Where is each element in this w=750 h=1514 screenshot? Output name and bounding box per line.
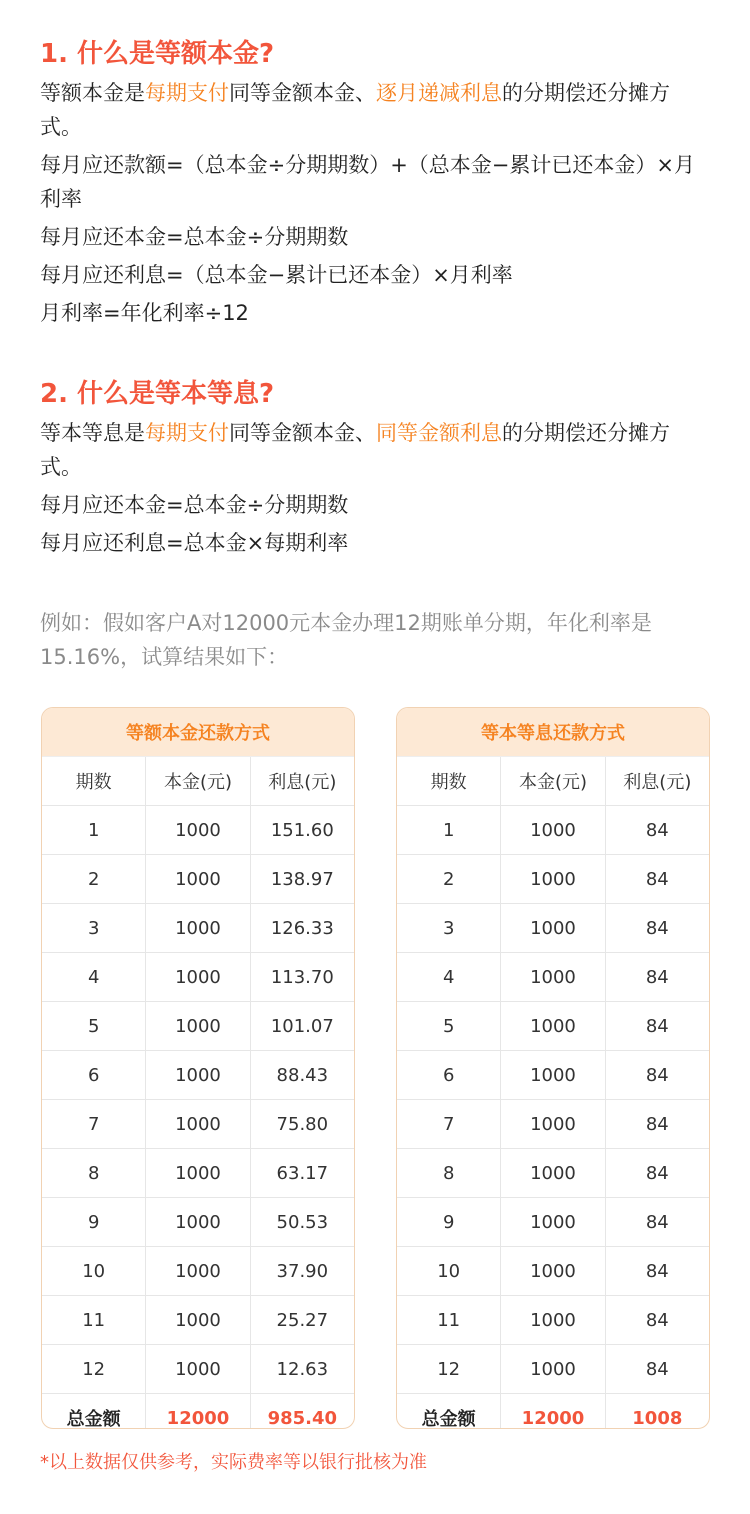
table-cell: 1000 xyxy=(146,855,250,903)
section2-intro-text-a: 等本等息是 xyxy=(40,421,145,445)
table-row xyxy=(397,1296,709,1345)
table-cell: 1000 xyxy=(146,1345,250,1393)
disclaimer-footnote: *以上数据仅供参考，实际费率等以银行批核为准 xyxy=(40,1452,427,1473)
table-cell: 1000 xyxy=(146,1002,250,1050)
table-cell: 84 xyxy=(645,917,669,939)
table-cell: 84 xyxy=(645,966,669,988)
table-cell: 50.53 xyxy=(276,1211,329,1233)
table-row xyxy=(42,1002,354,1051)
table-cell: 7 xyxy=(42,1100,146,1148)
section1-intro-text-b: 同等金额本金、 xyxy=(229,81,376,105)
formula-monthly-principal: 每月应还本金=总本金÷分期期数 xyxy=(40,225,349,249)
section1-intro xyxy=(40,76,710,144)
table-row xyxy=(42,904,354,953)
formula-monthly-rate: 月利率=年化利率÷12 xyxy=(40,301,249,325)
table-row xyxy=(42,1247,354,1296)
table-cell: 12.63 xyxy=(276,1358,329,1380)
table-cell: 84 xyxy=(645,1260,669,1282)
table-cell: 12000 xyxy=(146,1394,250,1429)
table-header-row xyxy=(42,757,354,806)
table-cell: 总金额 xyxy=(42,1394,146,1429)
table-equal-principal xyxy=(41,707,355,1429)
table-cell: 7 xyxy=(397,1100,501,1148)
table-cell: 4 xyxy=(397,953,501,1001)
table-cell: 1000 xyxy=(146,1247,250,1295)
table-cell: 985.40 xyxy=(267,1407,338,1429)
table-cell: 3 xyxy=(42,904,146,952)
table-cell: 1000 xyxy=(146,1149,250,1197)
table-cell: 12000 xyxy=(501,1394,605,1429)
table-body xyxy=(42,757,354,1429)
table-cell: 6 xyxy=(397,1051,501,1099)
formula2-monthly-principal: 每月应还本金=总本金÷分期期数 xyxy=(40,493,349,517)
table-cell: 113.70 xyxy=(270,966,334,988)
table-cell: 1000 xyxy=(501,1051,605,1099)
table-cell: 1000 xyxy=(501,1198,605,1246)
example-text: 例如：假如客户A对12000元本金办理12期账单分期，年化利率是15.16%，试算结果如下： xyxy=(40,611,652,669)
table-cell: 10 xyxy=(42,1247,146,1295)
table-cell: 12 xyxy=(397,1345,501,1393)
table-cell: 9 xyxy=(397,1198,501,1246)
table-cell: 1000 xyxy=(501,953,605,1001)
table-cell: 12 xyxy=(42,1345,146,1393)
table-total-row xyxy=(397,1394,709,1429)
table-row xyxy=(42,855,354,904)
table-cell: 84 xyxy=(645,819,669,841)
table-title: 等本等息还款方式 xyxy=(397,708,709,757)
table-row xyxy=(397,1345,709,1394)
table-equal-installment xyxy=(396,707,710,1429)
table-row xyxy=(397,1051,709,1100)
table-cell: 3 xyxy=(397,904,501,952)
table-cell: 84 xyxy=(645,868,669,890)
table-cell: 1000 xyxy=(146,1198,250,1246)
section2-title: 2. 什么是等本等息? xyxy=(40,379,275,409)
table-cell: 84 xyxy=(645,1113,669,1135)
table-cell: 126.33 xyxy=(270,917,334,939)
section-equal-principal xyxy=(40,36,710,330)
table-cell: 利息(元) xyxy=(268,772,337,793)
table-cell: 151.60 xyxy=(270,819,334,841)
section-equal-installment xyxy=(40,376,710,560)
section2-intro-text-c: 的分期偿还分摊方式。 xyxy=(40,421,670,479)
formula-monthly-payment: 每月应还款额=（总本金÷分期期数）+（总本金−累计已还本金）×月利率 xyxy=(40,153,695,211)
section2-highlight-1: 每期支付 xyxy=(145,421,229,445)
table-cell: 1000 xyxy=(501,855,605,903)
table-row xyxy=(42,1100,354,1149)
formula-monthly-interest: 每月应还利息=（总本金−累计已还本金）×月利率 xyxy=(40,263,513,287)
table-cell: 1000 xyxy=(146,1100,250,1148)
table-cell: 10 xyxy=(397,1247,501,1295)
section1-intro-text-a: 等额本金是 xyxy=(40,81,145,105)
table-cell: 1000 xyxy=(146,1296,250,1344)
formula2-monthly-interest: 每月应还利息=总本金×每期利率 xyxy=(40,531,349,555)
table-cell: 25.27 xyxy=(276,1309,329,1331)
table-cell: 84 xyxy=(645,1015,669,1037)
table-cell: 5 xyxy=(397,1002,501,1050)
table-cell: 11 xyxy=(42,1296,146,1344)
table-cell: 利息(元) xyxy=(623,772,692,793)
table-row xyxy=(397,1149,709,1198)
table-cell: 1000 xyxy=(501,1345,605,1393)
section1-highlight-1: 每期支付 xyxy=(145,81,229,105)
section2-intro xyxy=(40,416,710,484)
table-row xyxy=(42,1149,354,1198)
table-header-row xyxy=(397,757,709,806)
table-cell: 8 xyxy=(42,1149,146,1197)
table-cell: 2 xyxy=(397,855,501,903)
table-cell: 8 xyxy=(397,1149,501,1197)
table-cell: 63.17 xyxy=(276,1162,329,1184)
table-cell: 75.80 xyxy=(276,1113,329,1135)
table-cell: 1000 xyxy=(501,1100,605,1148)
section1-intro-text-c: 的分期偿还分摊方式。 xyxy=(40,81,670,139)
table-cell: 84 xyxy=(645,1064,669,1086)
table-cell: 1 xyxy=(397,806,501,854)
table-cell: 37.90 xyxy=(276,1260,329,1282)
table-row xyxy=(397,904,709,953)
table-cell: 1000 xyxy=(501,806,605,854)
table-cell: 4 xyxy=(42,953,146,1001)
table-cell: 5 xyxy=(42,1002,146,1050)
section2-intro-text-b: 同等金额本金、 xyxy=(229,421,376,445)
table-row xyxy=(397,953,709,1002)
table-cell: 1000 xyxy=(501,1296,605,1344)
table-row xyxy=(397,1247,709,1296)
table-cell: 1000 xyxy=(501,1149,605,1197)
table-cell: 1000 xyxy=(501,1002,605,1050)
table-cell: 本金(元) xyxy=(146,757,250,805)
table-cell: 1000 xyxy=(501,1247,605,1295)
table-row xyxy=(397,1100,709,1149)
table-cell: 84 xyxy=(645,1309,669,1331)
table-cell: 11 xyxy=(397,1296,501,1344)
table-row xyxy=(42,1051,354,1100)
section2-highlight-2: 同等金额利息 xyxy=(376,421,502,445)
table-cell: 84 xyxy=(645,1162,669,1184)
table-row xyxy=(42,806,354,855)
table-cell: 1000 xyxy=(146,904,250,952)
table-title: 等额本金还款方式 xyxy=(42,708,354,757)
table-cell: 84 xyxy=(645,1211,669,1233)
table-row xyxy=(42,1296,354,1345)
table-cell: 9 xyxy=(42,1198,146,1246)
table-cell: 84 xyxy=(645,1358,669,1380)
table-cell: 1000 xyxy=(146,953,250,1001)
table-cell: 1000 xyxy=(146,1051,250,1099)
table-cell: 期数 xyxy=(42,757,146,805)
table-body xyxy=(397,757,709,1429)
table-cell: 6 xyxy=(42,1051,146,1099)
section1-highlight-2: 逐月递减利息 xyxy=(376,81,502,105)
table-row xyxy=(397,855,709,904)
table-total-row xyxy=(42,1394,354,1429)
table-row xyxy=(42,1198,354,1247)
table-cell: 1 xyxy=(42,806,146,854)
table-cell: 1000 xyxy=(501,904,605,952)
table-row xyxy=(397,806,709,855)
table-cell: 总金额 xyxy=(397,1394,501,1429)
table-cell: 2 xyxy=(42,855,146,903)
table-cell: 88.43 xyxy=(276,1064,329,1086)
section1-title: 1. 什么是等额本金? xyxy=(40,39,275,69)
table-cell: 1008 xyxy=(632,1407,683,1429)
table-cell: 101.07 xyxy=(270,1015,334,1037)
table-cell: 期数 xyxy=(397,757,501,805)
table-cell: 本金(元) xyxy=(501,757,605,805)
table-cell: 1000 xyxy=(146,806,250,854)
table-cell: 138.97 xyxy=(270,868,334,890)
table-row xyxy=(397,1002,709,1051)
table-row xyxy=(42,1345,354,1394)
table-row xyxy=(42,953,354,1002)
table-row xyxy=(397,1198,709,1247)
